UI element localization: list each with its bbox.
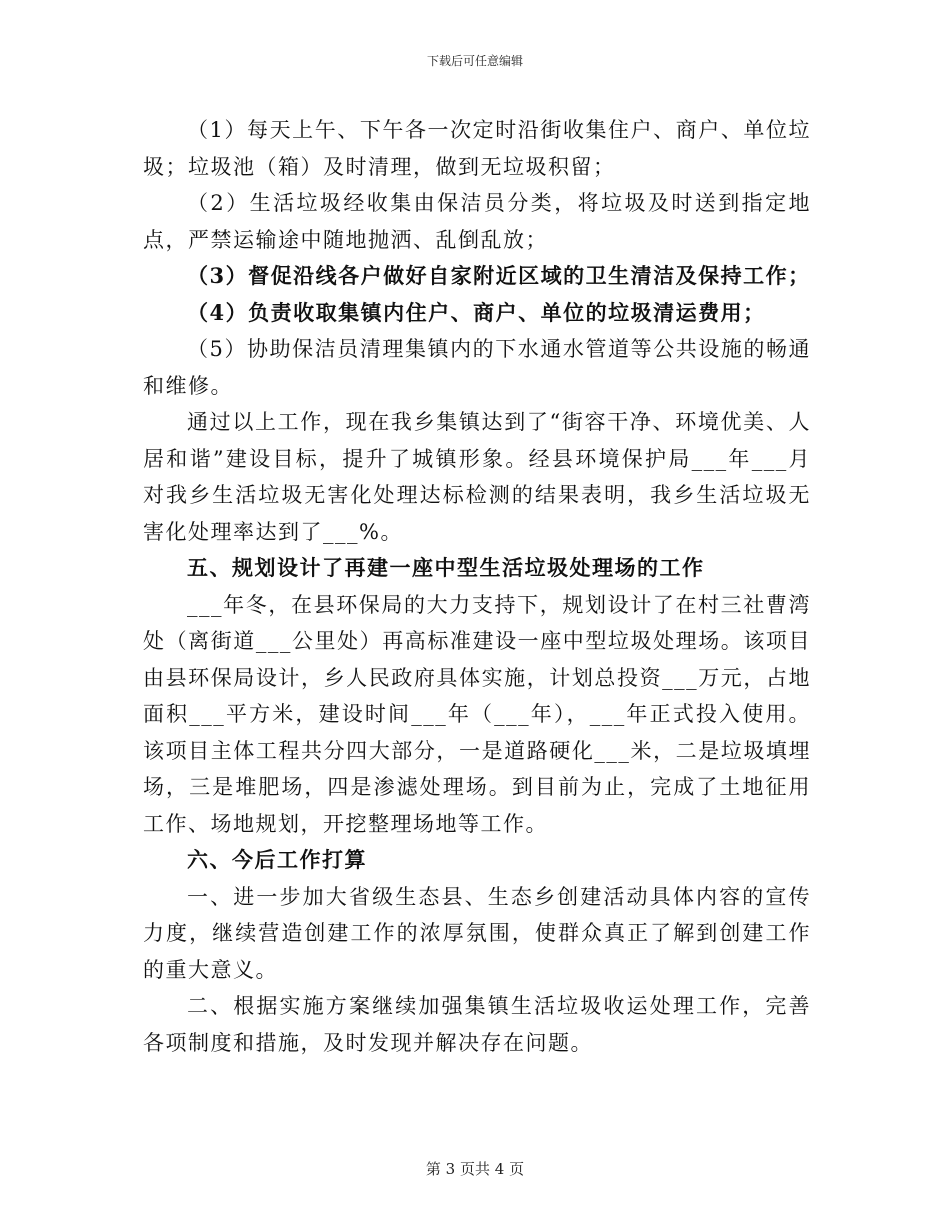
paragraph-item-5: （5）协助保洁员清理集镇内的下水通水管道等公共设施的畅通和维修。 bbox=[143, 337, 811, 398]
paragraph-item-2: （2）生活垃圾经收集由保洁员分类，将垃圾及时送到指定地点，严禁运输途中随地抛洒、乱倒乱放； bbox=[143, 191, 811, 252]
paragraph-item-3: （3）督促沿线各户做好自家附近区域的卫生清洁及保持工作； bbox=[187, 263, 811, 288]
section-heading-5: 五、规划设计了再建一座中型生活垃圾处理场的工作 bbox=[187, 555, 705, 580]
paragraph-plan-2: 二、根据实施方案继续加强集镇生活垃圾收运处理工作，完善各项制度和措施，及时发现并解决存在问题。 bbox=[143, 994, 811, 1055]
document-body bbox=[143, 112, 811, 1061]
paragraph-summary: 通过以上工作，现在我乡集镇达到了“街容干净、环境优美、人居和谐”建设目标，提升了城镇形象。经县环境保护局___年___月对我乡生活垃圾无害化处理达标检测的结果表明，我乡生活垃圾无害化处理率达到了___%。 bbox=[143, 410, 811, 544]
paragraph-item-4: （4）负责收取集镇内住户、商户、单位的垃圾清运费用； bbox=[187, 299, 766, 325]
paragraph-item-1: （1）每天上午、下午各一次定时沿街收集住户、商户、单位垃圾；垃圾池（箱）及时清理，做到无垃圾积留； bbox=[143, 118, 811, 179]
paragraph-landfill-plan: ___年冬，在县环保局的大力支持下，规划设计了在村三社曹湾处（离街道___公里处）再高标准建设一座中型垃圾处理场。该项目由县环保局设计，乡人民政府具体实施，计划总投资___万元，占地面积___平方米，建设时间___年（___年），___年正式投入使用。该项目主体工程共分四大部分，一是道路硬化___米，二是垃圾填埋场，三是堆肥场，四是渗滤处理场。到目前为止，完成了土地征用工作、场地规划，开挖整理场地等工作。 bbox=[143, 592, 811, 836]
paragraph-plan-1: 一、进一步加大省级生态县、生态乡创建活动具体内容的宣传力度，继续营造创建工作的浓厚氛围，使群众真正了解到创建工作的重大意义。 bbox=[143, 884, 811, 982]
section-heading-6: 六、今后工作打算 bbox=[187, 847, 367, 872]
header-note: 下载后可任意编辑 bbox=[426, 54, 523, 68]
page-number: 第 3 页共 4 页 bbox=[425, 1160, 525, 1178]
